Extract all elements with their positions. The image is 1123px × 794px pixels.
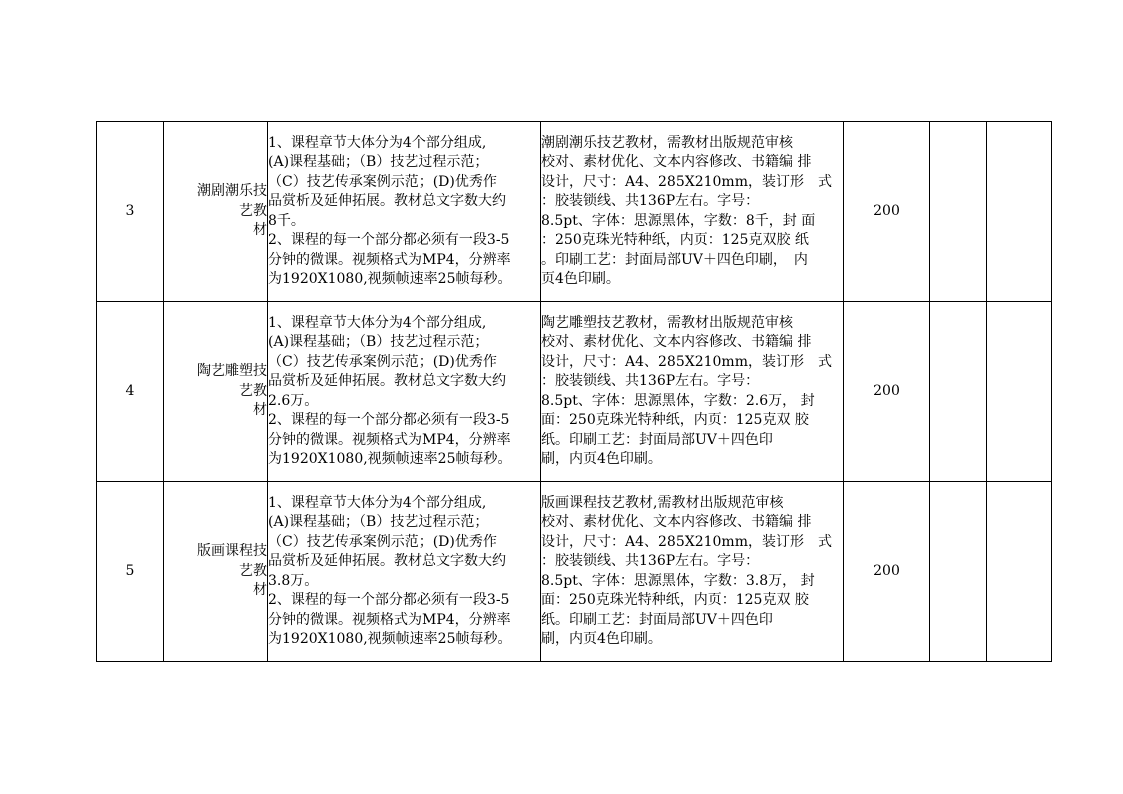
specification-line: 设计，尺寸：A4、285X210mm，装订形 式 — [541, 353, 832, 370]
specification-line: 刷，内页4色印刷。 — [541, 451, 662, 467]
requirement-line: (A)课程基础；（B）技艺过程示范； — [268, 334, 489, 350]
specification-line: 校对、素材优化、文本内容修改、书籍编 排 — [541, 154, 812, 170]
item-name-line: 潮剧潮乐技 — [197, 183, 267, 200]
cell-empty — [987, 482, 1052, 662]
item-name-line: 艺教 — [239, 562, 267, 579]
requirement-line: （C）技艺传承案例示范；(D)优秀作 — [268, 353, 497, 370]
cell-quantity: 200 — [844, 302, 930, 482]
cell-item-name — [164, 482, 268, 662]
requirement-line: （C）技艺传承案例示范；(D)优秀作 — [268, 533, 497, 550]
specification-line: 8.5pt、字体：思源黑体，字数：2.6万， 封 — [541, 392, 815, 409]
specification-line: 潮剧潮乐技艺教材，需教材出版规范审核 — [541, 134, 793, 151]
specification-line: 校对、素材优化、文本内容修改、书籍编 排 — [541, 334, 812, 350]
table-row — [97, 302, 1052, 482]
cell-requirements — [268, 122, 541, 302]
specification-line: 8.5pt、字体：思源黑体，字数：8千，封 面 — [541, 212, 816, 229]
specification-line: 校对、素材优化、文本内容修改、书籍编 排 — [541, 514, 812, 530]
requirement-line: 2、课程的每一个部分都必须有一段3-5 — [268, 232, 510, 248]
specification-line: 纸。印刷工艺：封面局部UV＋四色印 — [541, 611, 773, 628]
cell-empty — [930, 122, 987, 302]
cell-empty — [930, 302, 987, 482]
specification-line: 8.5pt、字体：思源黑体，字数：3.8万， 封 — [541, 572, 815, 589]
specification-line: 纸。印刷工艺：封面局部UV＋四色印 — [541, 431, 773, 448]
table-row — [97, 122, 1052, 302]
requirement-line: 为1920X1080,视频帧速率25帧每秒。 — [268, 631, 512, 647]
specification-line: 面：250克珠光特种纸，内页：125克双 胶 — [541, 412, 809, 428]
requirement-line: 分钟的微课。视频格式为MP4，分辨率 — [268, 251, 511, 268]
cell-specification — [541, 302, 844, 482]
requirement-line: 1、课程章节大体分为4个部分组成, — [268, 494, 487, 511]
cell-specification — [541, 122, 844, 302]
requirement-line: 为1920X1080,视频帧速率25帧每秒。 — [268, 271, 512, 287]
cell-empty — [930, 482, 987, 662]
cell-requirements — [268, 302, 541, 482]
requirement-line: 1、课程章节大体分为4个部分组成, — [268, 134, 487, 151]
cell-specification — [541, 482, 844, 662]
specification-line: ：胶装锁线、共136P左右。字号： — [541, 373, 760, 389]
requirement-line: 分钟的微课。视频格式为MP4，分辨率 — [268, 611, 511, 628]
requirement-line: 品赏析及延伸拓展。教材总文字数大约 — [268, 193, 506, 209]
specification-line: 设计，尺寸：A4、285X210mm，装订形 式 — [541, 533, 832, 550]
cell-number: 4 — [97, 302, 164, 482]
requirement-line: (A)课程基础；（B）技艺过程示范； — [268, 154, 489, 170]
item-name-line: 材 — [253, 402, 267, 419]
item-name-line: 材 — [253, 582, 267, 599]
requirement-line: 为1920X1080,视频帧速率25帧每秒。 — [268, 451, 512, 467]
specification-line: 页4色印刷。 — [541, 271, 620, 287]
requirement-line: 品赏析及延伸拓展。教材总文字数大约 — [268, 373, 506, 389]
specification-line: 。印刷工艺：封面局部UV＋四色印刷， 内 — [541, 251, 808, 268]
cell-item-name — [164, 122, 268, 302]
item-name-line: 艺教 — [239, 202, 267, 219]
specification-line: ：250克珠光特种纸，内页：125克双胶 纸 — [541, 232, 809, 248]
table-row — [97, 482, 1052, 662]
cell-empty — [987, 302, 1052, 482]
cell-requirements — [268, 482, 541, 662]
item-name-line: 版画课程技 — [197, 543, 267, 560]
requirement-line: （C）技艺传承案例示范；(D)优秀作 — [268, 173, 497, 190]
item-name-line: 陶艺雕塑技 — [197, 363, 267, 380]
requirement-line: 2.6万。 — [268, 392, 319, 409]
specification-line: 设计，尺寸：A4、285X210mm，装订形 式 — [541, 173, 832, 190]
cell-number: 5 — [97, 482, 164, 662]
cell-empty — [987, 122, 1052, 302]
cell-quantity: 200 — [844, 482, 930, 662]
spec-table — [96, 121, 1052, 662]
requirement-line: 8千。 — [268, 212, 305, 229]
requirement-line: 3.8万。 — [268, 572, 319, 589]
specification-line: ：胶装锁线、共136P左右。字号： — [541, 193, 760, 209]
item-name-line: 艺教 — [239, 382, 267, 399]
cell-item-name — [164, 302, 268, 482]
requirement-line: 品赏析及延伸拓展。教材总文字数大约 — [268, 553, 506, 569]
specification-line: ：胶装锁线、共136P左右。字号： — [541, 553, 760, 569]
cell-number: 3 — [97, 122, 164, 302]
specification-line: 刷，内页4色印刷。 — [541, 631, 662, 647]
item-name-line: 材 — [253, 222, 267, 239]
specification-line: 面：250克珠光特种纸，内页：125克双 胶 — [541, 592, 809, 608]
specification-line: 陶艺雕塑技艺教材，需教材出版规范审核 — [541, 314, 793, 331]
requirement-line: 2、课程的每一个部分都必须有一段3-5 — [268, 592, 510, 608]
cell-quantity: 200 — [844, 122, 930, 302]
requirement-line: 2、课程的每一个部分都必须有一段3-5 — [268, 412, 510, 428]
specification-line: 版画课程技艺教材,需教材出版规范审核 — [541, 494, 784, 511]
requirement-line: 分钟的微课。视频格式为MP4，分辨率 — [268, 431, 511, 448]
requirement-line: (A)课程基础；（B）技艺过程示范； — [268, 514, 489, 530]
requirement-line: 1、课程章节大体分为4个部分组成, — [268, 314, 487, 331]
